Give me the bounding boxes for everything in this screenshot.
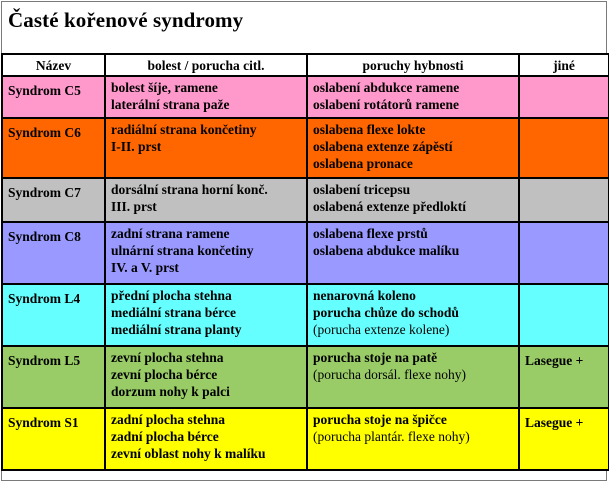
syndrome-name: Syndrom C6 bbox=[2, 118, 105, 178]
syndrome-name: Syndrom L4 bbox=[2, 284, 105, 346]
pain-cell bbox=[105, 118, 307, 178]
column-header-other: jiné bbox=[519, 54, 609, 76]
syndrome-name: Syndrom C5 bbox=[2, 76, 105, 118]
other-cell bbox=[519, 178, 609, 222]
motor-note: (porucha dorsál. flexe nohy) bbox=[313, 367, 466, 382]
motor-cell bbox=[307, 118, 519, 178]
motor-cell bbox=[307, 346, 519, 408]
pain-line: zevní plocha bérce bbox=[111, 367, 218, 382]
pain-line: bolest šíje, ramene bbox=[111, 80, 218, 95]
table-row-c5 bbox=[2, 76, 609, 118]
other-cell: Lasegue + bbox=[519, 408, 609, 470]
motor-line: nenarovná koleno bbox=[313, 288, 416, 303]
pain-line: radiální strana končetiny bbox=[111, 122, 257, 137]
pain-cell bbox=[105, 222, 307, 284]
motor-cell bbox=[307, 76, 519, 118]
other-cell: Lasegue + bbox=[519, 346, 609, 408]
syndrome-name: Syndrom C7 bbox=[2, 178, 105, 222]
pain-line: zevní plocha stehna bbox=[111, 350, 224, 365]
motor-cell bbox=[307, 408, 519, 470]
other-cell bbox=[519, 222, 609, 284]
header-row bbox=[2, 54, 609, 76]
pain-line: zadní strana ramene bbox=[111, 226, 230, 241]
motor-cell bbox=[307, 178, 519, 222]
column-header-pain: bolest / porucha citl. bbox=[105, 54, 307, 76]
table-row-c8 bbox=[2, 222, 609, 284]
motor-line: oslabení tricepsu bbox=[313, 182, 411, 197]
motor-cell bbox=[307, 222, 519, 284]
pain-cell bbox=[105, 76, 307, 118]
table-row-s1 bbox=[2, 408, 609, 470]
syndrome-name: Syndrom C8 bbox=[2, 222, 105, 284]
pain-line: mediální strana planty bbox=[111, 322, 242, 337]
table-row-l5 bbox=[2, 346, 609, 408]
other-cell bbox=[519, 284, 609, 346]
motor-line: oslabena flexe lokte bbox=[313, 122, 426, 137]
pain-line: zadní plocha bérce bbox=[111, 429, 219, 444]
motor-note: (porucha extenze kolene) bbox=[313, 322, 450, 337]
motor-line: oslabení abdukce ramene bbox=[313, 80, 460, 95]
pain-line: I-II. prst bbox=[111, 139, 162, 154]
table-row-c6 bbox=[2, 118, 609, 178]
other-cell bbox=[519, 76, 609, 118]
motor-line: porucha chůze do schodů bbox=[313, 305, 459, 320]
pain-line: zevní oblast nohy k malíku bbox=[111, 446, 266, 461]
pain-line: zadní plocha stehna bbox=[111, 412, 226, 427]
motor-cell bbox=[307, 284, 519, 346]
page-title: Časté kořenové syndromy bbox=[8, 8, 244, 32]
pain-line: dorzum nohy k palci bbox=[111, 384, 230, 399]
pain-line: přední plocha stehna bbox=[111, 288, 232, 303]
table-row-c7 bbox=[2, 178, 609, 222]
table-row-l4 bbox=[2, 284, 609, 346]
column-header-motor: poruchy hybnosti bbox=[307, 54, 519, 76]
pain-line: laterální strana paže bbox=[111, 97, 230, 112]
motor-note: (porucha plantár. flexe nohy) bbox=[313, 429, 470, 444]
pain-cell bbox=[105, 284, 307, 346]
other-cell bbox=[519, 118, 609, 178]
pain-cell bbox=[105, 346, 307, 408]
pain-cell bbox=[105, 408, 307, 470]
syndrome-name: Syndrom L5 bbox=[2, 346, 105, 408]
motor-line: oslabena flexe prstů bbox=[313, 226, 428, 241]
motor-line: oslabení rotátorů ramene bbox=[313, 97, 459, 112]
motor-line: oslabená extenze předloktí bbox=[313, 199, 466, 214]
syndromes-table bbox=[1, 53, 609, 471]
pain-line: III. prst bbox=[111, 199, 157, 214]
pain-line: dorsální strana horní konč. bbox=[111, 182, 268, 197]
pain-line: ulnární strana končetiny bbox=[111, 243, 254, 258]
motor-line: porucha stoje na špičce bbox=[313, 412, 447, 427]
motor-line: porucha stoje na patě bbox=[313, 350, 438, 365]
pain-line: IV. a V. prst bbox=[111, 260, 179, 275]
syndrome-name: Syndrom S1 bbox=[2, 408, 105, 470]
column-header-name: Název bbox=[2, 54, 105, 76]
pain-line: mediální strana bérce bbox=[111, 305, 236, 320]
motor-line: oslabena extenze zápěstí bbox=[313, 139, 453, 154]
motor-line: oslabena abdukce malíku bbox=[313, 243, 460, 258]
pain-cell bbox=[105, 178, 307, 222]
motor-line: oslabena pronace bbox=[313, 156, 413, 171]
